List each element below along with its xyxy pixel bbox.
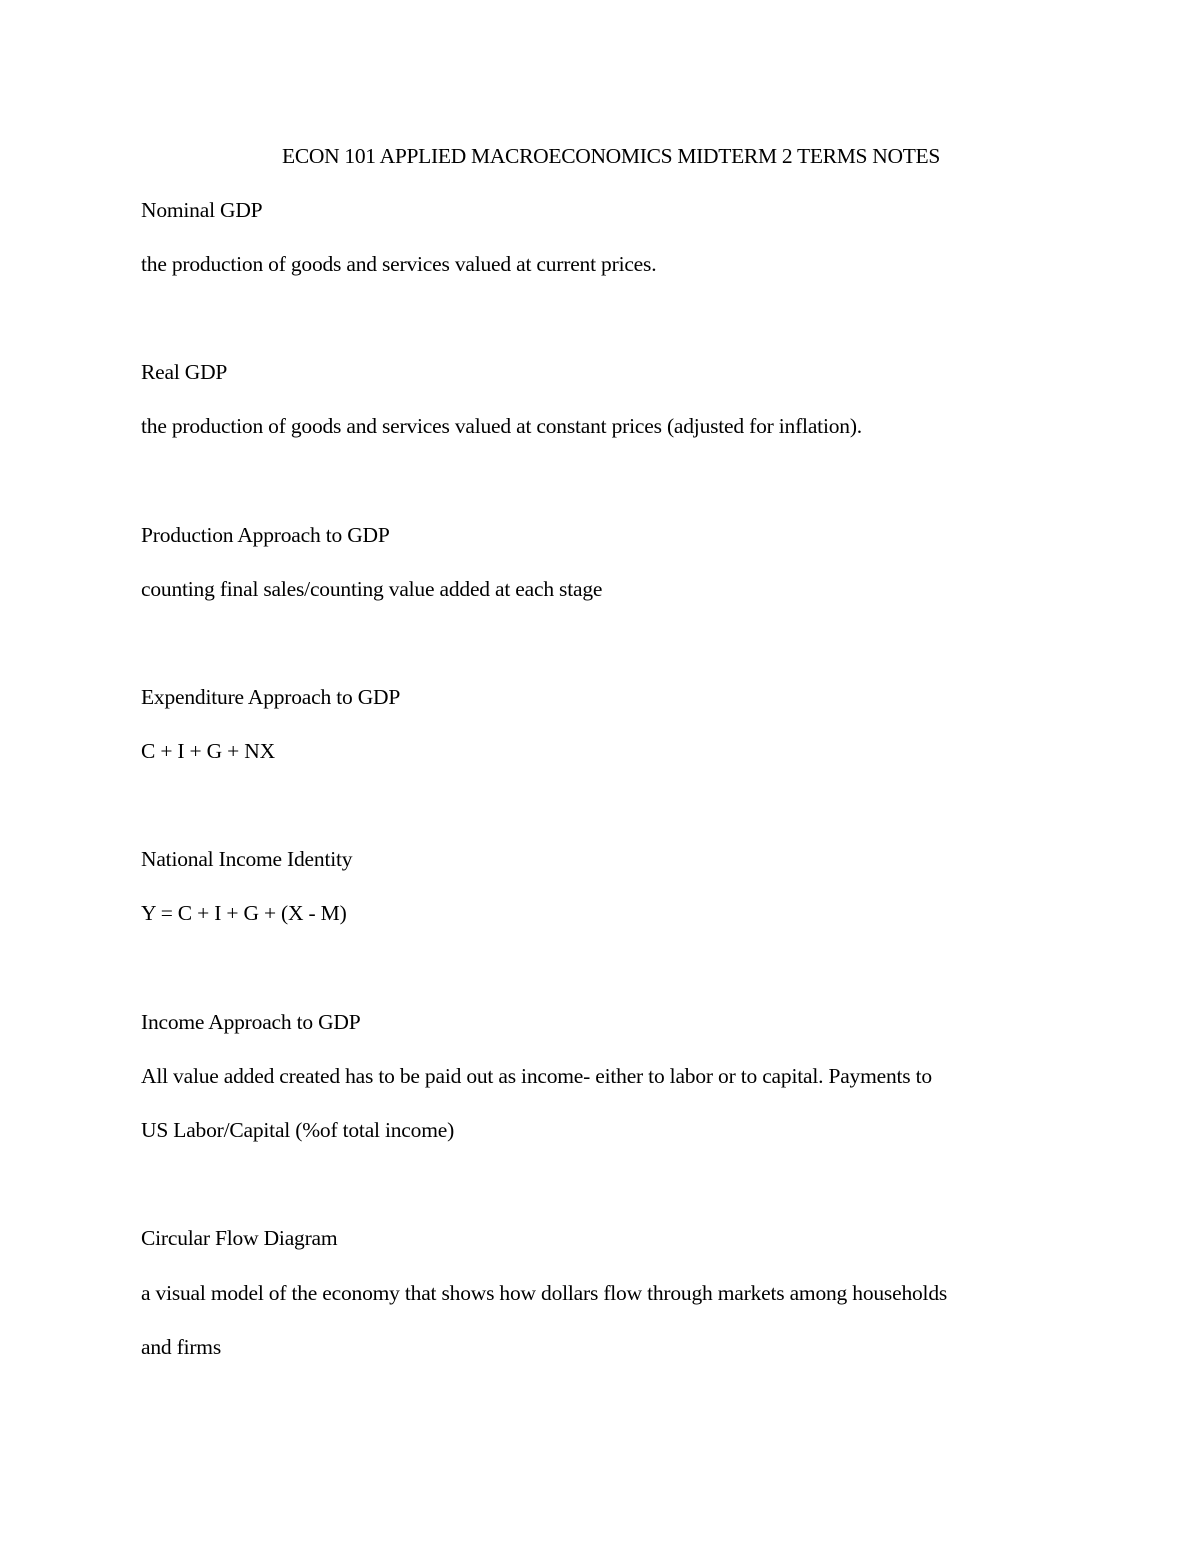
- term-expenditure-approach: Expenditure Approach to GDP: [141, 685, 401, 709]
- definition-circular-flow-line-2: and firms: [141, 1335, 222, 1359]
- definition-national-income-identity: Y = C + I + G + (X - M): [141, 901, 347, 925]
- definition-production-approach: counting final sales/counting value added at each stage: [141, 577, 603, 601]
- definition-income-approach-line-1: All value added created has to be paid out as income- either to labor or to capital. Payments to: [141, 1064, 932, 1088]
- definition-circular-flow-line-1: a visual model of the economy that shows how dollars flow through markets among households: [141, 1281, 948, 1305]
- definition-nominal-gdp: the production of goods and services valued at current prices.: [141, 252, 657, 276]
- term-production-approach: Production Approach to GDP: [141, 523, 390, 547]
- term-real-gdp: Real GDP: [141, 360, 228, 384]
- definition-income-approach-line-2: US Labor/Capital (%of total income): [141, 1118, 455, 1142]
- term-circular-flow-diagram: Circular Flow Diagram: [141, 1226, 338, 1250]
- term-nominal-gdp: Nominal GDP: [141, 198, 263, 222]
- definition-real-gdp: the production of goods and services valued at constant prices (adjusted for inflation).: [141, 414, 862, 438]
- term-income-approach: Income Approach to GDP: [141, 1010, 361, 1034]
- definition-expenditure-approach: C + I + G + NX: [141, 739, 275, 763]
- term-national-income-identity: National Income Identity: [141, 847, 353, 871]
- document-title: ECON 101 APPLIED MACROECONOMICS MIDTERM 2 TERMS NOTES: [282, 144, 941, 168]
